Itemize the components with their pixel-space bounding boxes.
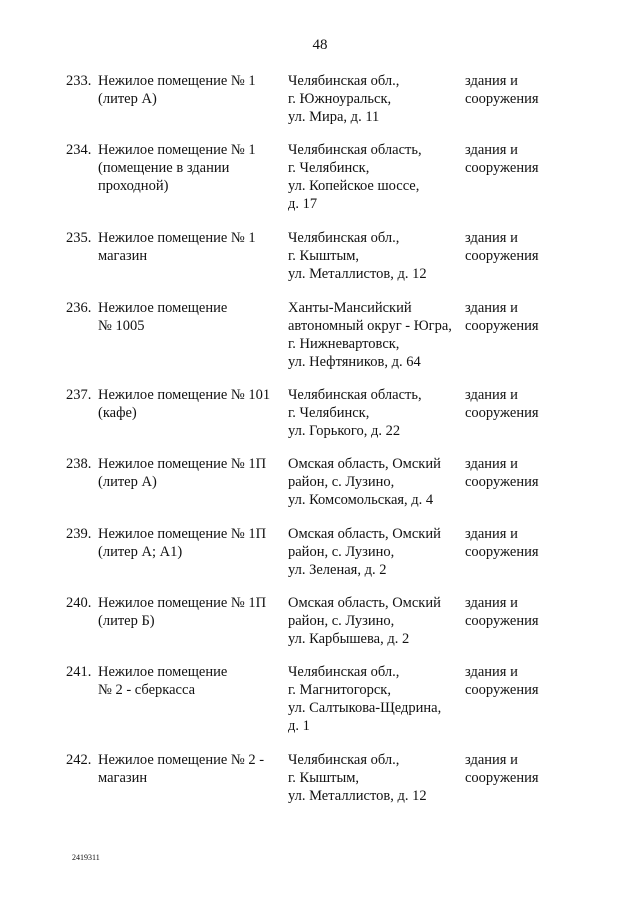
item-category — [465, 525, 575, 561]
item-category — [465, 751, 575, 787]
item-address-line: ул. Копейское шоссе, — [288, 178, 420, 194]
page-number: 48 — [312, 37, 328, 53]
item-name-line: № 1005 — [98, 318, 145, 334]
document-code: 2419311 — [72, 853, 100, 862]
item-name — [98, 594, 284, 630]
item-category — [465, 594, 575, 630]
item-address — [288, 229, 464, 283]
item-category — [465, 386, 575, 422]
item-category-line: сооружения — [465, 318, 539, 334]
item-address-line: район, с. Лузино, — [288, 474, 395, 490]
item-category-line: сооружения — [465, 544, 539, 560]
item-category-line: здания и — [465, 456, 518, 472]
item-address — [288, 663, 464, 735]
item-category-line: сооружения — [465, 613, 539, 629]
item-name-line: проходной) — [98, 178, 169, 194]
item-name-line: № 2 - сберкасса — [98, 682, 196, 698]
item-address-line: г. Челябинск, — [288, 160, 370, 176]
item-address — [288, 299, 464, 371]
item-category-line: здания и — [465, 300, 518, 316]
item-address-line: Челябинская обл., — [288, 73, 400, 89]
item-category — [465, 299, 575, 335]
item-address-line: Омская область, Омский — [288, 526, 441, 542]
item-address-line: г. Магнитогорск, — [288, 682, 391, 698]
item-name — [98, 663, 284, 699]
item-address-line: ул. Комсомольская, д. 4 — [288, 492, 434, 508]
item-category-line: здания и — [465, 664, 518, 680]
item-address-line: Челябинская обл., — [288, 664, 400, 680]
item-name-line: Нежилое помещение — [98, 664, 228, 680]
item-address-line: ул. Карбышева, д. 2 — [288, 631, 410, 647]
item-category-line: сооружения — [465, 682, 539, 698]
item-name-line: (литер А) — [98, 474, 157, 490]
item-name — [98, 141, 284, 195]
item-address-line: ул. Металлистов, д. 12 — [288, 266, 427, 282]
item-address-line: д. 1 — [288, 718, 310, 734]
item-number: 235. — [66, 230, 92, 246]
item-name — [98, 455, 284, 491]
item-category-line: здания и — [465, 73, 518, 89]
item-address-line: ул. Салтыкова-Щедрина, — [288, 700, 442, 716]
item-name-line: Нежилое помещение № 1П — [98, 526, 267, 542]
item-name-line: (литер Б) — [98, 613, 155, 629]
item-address — [288, 751, 464, 805]
item-category-line: сооружения — [465, 91, 539, 107]
item-address-line: Омская область, Омский — [288, 456, 441, 472]
item-name-line: Нежилое помещение № 1П — [98, 456, 267, 472]
item-name — [98, 229, 284, 265]
item-number: 234. — [66, 142, 92, 158]
item-category-line: сооружения — [465, 474, 539, 490]
item-number: 237. — [66, 387, 92, 403]
item-address-line: Челябинская обл., — [288, 752, 400, 768]
item-category-line: здания и — [465, 142, 518, 158]
item-name-line: магазин — [98, 770, 148, 786]
item-address-line: г. Нижневартовск, — [288, 336, 400, 352]
item-address-line: Челябинская область, — [288, 142, 422, 158]
item-address-line: Челябинская область, — [288, 387, 422, 403]
item-name-line: Нежилое помещение № 1 — [98, 73, 256, 89]
item-address — [288, 455, 464, 509]
item-name — [98, 386, 284, 422]
item-category — [465, 455, 575, 491]
item-name — [98, 72, 284, 108]
item-category — [465, 663, 575, 699]
item-number: 240. — [66, 595, 92, 611]
item-address-line: автономный округ - Югра, — [288, 318, 452, 334]
item-address-line: ул. Металлистов, д. 12 — [288, 788, 427, 804]
item-category — [465, 141, 575, 177]
item-address-line: г. Кыштым, — [288, 770, 360, 786]
item-address-line: район, с. Лузино, — [288, 613, 395, 629]
item-address — [288, 525, 464, 579]
item-address — [288, 386, 464, 440]
item-address-line: г. Челябинск, — [288, 405, 370, 421]
item-name-line: (литер А; А1) — [98, 544, 183, 560]
item-name-line: магазин — [98, 248, 148, 264]
item-address-line: г. Кыштым, — [288, 248, 360, 264]
item-name — [98, 299, 284, 335]
item-category-line: здания и — [465, 526, 518, 542]
item-address-line: д. 17 — [288, 196, 318, 212]
item-category-line: здания и — [465, 595, 518, 611]
item-address-line: ул. Горького, д. 22 — [288, 423, 401, 439]
item-address — [288, 594, 464, 648]
item-address-line: ул. Мира, д. 11 — [288, 109, 380, 125]
item-name-line: Нежилое помещение — [98, 300, 228, 316]
item-name-line: (кафе) — [98, 405, 137, 421]
item-address-line: район, с. Лузино, — [288, 544, 395, 560]
item-address — [288, 141, 464, 213]
item-address-line: ул. Зеленая, д. 2 — [288, 562, 387, 578]
item-name-line: Нежилое помещение № 1 — [98, 142, 256, 158]
item-number: 233. — [66, 73, 92, 89]
item-name — [98, 751, 284, 787]
item-name-line: Нежилое помещение № 1 — [98, 230, 256, 246]
item-category-line: сооружения — [465, 248, 539, 264]
item-number: 241. — [66, 664, 92, 680]
item-category-line: сооружения — [465, 770, 539, 786]
item-name-line: (литер А) — [98, 91, 157, 107]
item-number: 239. — [66, 526, 92, 542]
item-category-line: здания и — [465, 387, 518, 403]
item-category-line: здания и — [465, 752, 518, 768]
item-name — [98, 525, 284, 561]
item-name-line: (помещение в здании — [98, 160, 230, 176]
item-address-line: Челябинская обл., — [288, 230, 400, 246]
item-number: 242. — [66, 752, 92, 768]
item-category — [465, 72, 575, 108]
item-name-line: Нежилое помещение № 101 — [98, 387, 271, 403]
item-number: 238. — [66, 456, 92, 472]
item-category — [465, 229, 575, 265]
item-name-line: Нежилое помещение № 1П — [98, 595, 267, 611]
item-address-line: Ханты-Мансийский — [288, 300, 412, 316]
item-category-line: сооружения — [465, 160, 539, 176]
item-number: 236. — [66, 300, 92, 316]
item-address-line: г. Южноуральск, — [288, 91, 392, 107]
item-address — [288, 72, 464, 126]
item-address-line: ул. Нефтяников, д. 64 — [288, 354, 421, 370]
item-name-line: Нежилое помещение № 2 - — [98, 752, 265, 768]
item-address-line: Омская область, Омский — [288, 595, 441, 611]
item-category-line: сооружения — [465, 405, 539, 421]
item-category-line: здания и — [465, 230, 518, 246]
